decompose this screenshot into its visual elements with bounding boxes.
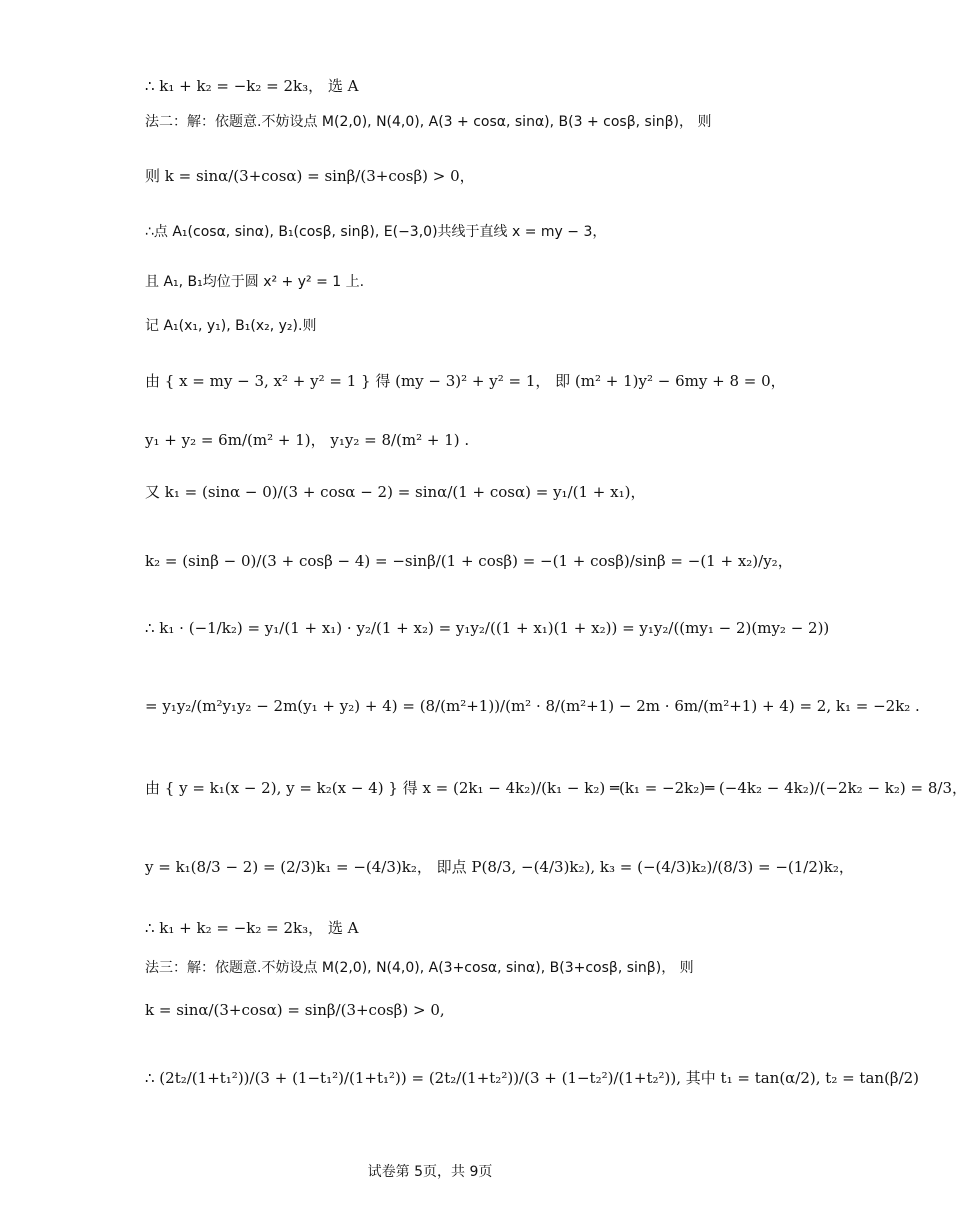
math-line: 又 k₁ = (sinα − 0)/(3 + cosα − 2) = sinα/(1 + cosα) = y₁/(1 + x₁)，	[145, 483, 646, 501]
math-line: 由 { y = k₁(x − 2), y = k₂(x − 4) } 得 x = (2k₁ − 4k₂)/(k₁ − k₂) ═(k₁ = −2k₂)═ (−4k₂ − 4k₂)/(−2k₂ − k₂) = 8/3，	[145, 779, 967, 797]
method-two-intro: 法二：解：依题意.不妨设点 M(2,0), N(4,0), A(3 + cosα, sinα), B(3 + cosβ, sinβ)， 则	[145, 114, 712, 130]
math-line: 且 A₁, B₁均位于圆 x² + y² = 1 上.	[145, 274, 365, 290]
page-footer: 试卷第 5页，共 9页	[367, 1164, 493, 1180]
math-line: 由 { x = my − 3, x² + y² = 1 } 得 (my − 3)² + y² = 1， 即 (m² + 1)y² − 6my + 8 = 0，	[145, 372, 786, 390]
math-line: 则 k = sinα/(3+cosα) = sinβ/(3+cosβ) > 0，	[145, 167, 475, 185]
math-line: ∴ (2t₂/(1+t₁²))/(3 + (1−t₁²)/(1+t₁²)) = (2t₂/(1+t₂²))/(3 + (1−t₂²)/(1+t₂²)), 其中 t₁ = tan(α/2), t₂ = tan(β/2)	[145, 1069, 920, 1087]
math-line: y₁ + y₂ = 6m/(m² + 1)， y₁y₂ = 8/(m² + 1) .	[145, 431, 470, 449]
math-line: y = k₁(8/3 − 2) = (2/3)k₁ = −(4/3)k₂， 即点 P(8/3, −(4/3)k₂), k₃ = (−(4/3)k₂)/(8/3) = −(1/2)k₂，	[145, 858, 854, 876]
math-line: k = sinα/(3+cosα) = sinβ/(3+cosβ) > 0,	[145, 1001, 445, 1019]
math-line: = y₁y₂/(m²y₁y₂ − 2m(y₁ + y₂) + 4) = (8/(m²+1))/(m² · 8/(m²+1) − 2m · 6m/(m²+1) + 4) = 2, k₁ = −2k₂ .	[145, 697, 920, 715]
math-line: ∴点 A₁(cosα, sinα), B₁(cosβ, sinβ), E(−3,0)共线于直线 x = my − 3，	[145, 224, 607, 240]
math-line: ∴ k₁ + k₂ = −k₂ = 2k₃， 选 A	[145, 77, 359, 95]
math-line: 记 A₁(x₁, y₁), B₁(x₂, y₂).则	[145, 318, 317, 334]
math-line: ∴ k₁ · (−1/k₂) = y₁/(1 + x₁) · y₂/(1 + x₂) = y₁y₂/((1 + x₁)(1 + x₂)) = y₁y₂/((my₁ − 2)(my₂ − 2))	[145, 619, 830, 637]
math-line: k₂ = (sinβ − 0)/(3 + cosβ − 4) = −sinβ/(1 + cosβ) = −(1 + cosβ)/sinβ = −(1 + x₂)/y₂，	[145, 552, 793, 570]
math-line: ∴ k₁ + k₂ = −k₂ = 2k₃， 选 A	[145, 919, 359, 937]
method-three-intro: 法三：解：依题意.不妨设点 M(2,0), N(4,0), A(3+cosα, sinα), B(3+cosβ, sinβ)， 则	[145, 960, 694, 976]
